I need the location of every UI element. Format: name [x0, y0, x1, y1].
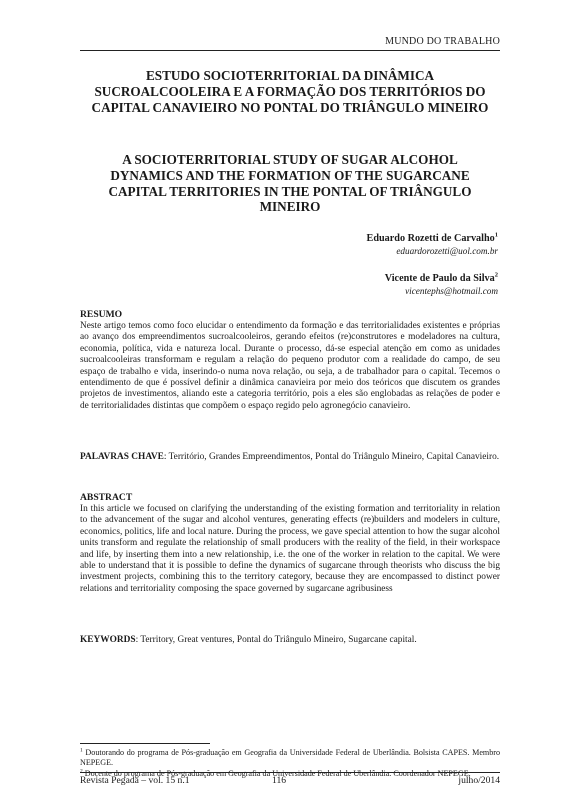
title-portuguese: ESTUDO SOCIOTERRITORIAL DA DINÂMICA SUCROALCOOLEIRA E A FORMAÇÃO DOS TERRITÓRIOS DO CAPITAL CANAVIEIRO NO PONTAL DO TRIÂNGULO MINEIRO	[91, 68, 489, 115]
author-block-2	[385, 273, 498, 297]
footnote-text: Docente do programa de Pós-graduação em Geografia da Universidade Federal de Uberlândia. Coordenador NEPEGE.	[82, 769, 471, 778]
resumo-text: Neste artigo temos como foco elucidar o entendimento da formação e das territorialidades existentes e próprias ao avanço dos empreendimentos sucroalcooleiros, gerando efeitos (re)construtores e modeladores na cultura, economia, política, vida e natureza local. Durante o processo, dá-se especial atenção em como as unidades sucroalcooleiras transformam e regulam a relação do pequeno produtor com a realidade do campo, de seu espaço de trabalho e vida, inserindo-o numa nova relação, ou seja, a de trabalhador para o capital. Tecemos o entendimento de que é possível definir a dinâmica canavieira por meio dos teóricos que discutem os grandes projetos de investimentos, aliando este a categoria território, pois a eles são englobadas as relações de poder e de territorialidades distintas que compõem o espaço regido pelo agronegócio canavieiro.	[80, 321, 500, 411]
abstract-keywords-text: : Territory, Great ventures, Pontal do Triângulo Mineiro, Sugarcane capital.	[135, 635, 417, 645]
footnote-mark: 1	[80, 747, 83, 754]
footnote-rule	[80, 743, 210, 744]
author-name-text: Vicente de Paulo da Silva	[384, 273, 495, 284]
footer-rule	[80, 772, 500, 773]
footnote-1	[80, 748, 500, 768]
abstract-keywords	[80, 635, 500, 646]
abstract-keywords-label: KEYWORDS	[80, 635, 136, 645]
author-email-1: eduardorozetti@uol.com.br	[396, 246, 498, 256]
abstract-section	[80, 492, 500, 595]
resumo-section	[80, 309, 500, 412]
author-name-1	[367, 233, 498, 245]
footnote-text: Doutorando do programa de Pós-graduação em Geografia da Universidade Federal de Uberlândia. Bolsista CAPES. Membro NEPEGE.	[80, 748, 500, 767]
footer-date: julho/2014	[458, 775, 500, 786]
abstract-text: In this article we focused on clarifying the understanding of the existing formation and territoriality in relation to the advancement of the sugar and alcohol ventures, generating effects (re)builders and modelers in culture, economics, politics, life and local nature. During the process, we gave special attention to how the sugar alcohol units transform and regulate the relationship of small producers with the reality of the field, in their workspace and life, by inserting them into a new relationship, i.e. the one of the worker in relation to the capital. We were able to understand that it is possible to define the dynamics of sugarcane through theorists who discuss the big investment projects, combining this to the territory category, because they are encompassed to distinct power relations and territoriality composing the space governed by sugarcane agribusiness	[80, 504, 500, 594]
header-rule	[80, 50, 500, 51]
resumo-keywords-label: PALAVRAS CHAVE	[80, 452, 164, 462]
author-name-2	[385, 273, 498, 285]
section-label: MUNDO DO TRABALHO	[385, 36, 500, 47]
footer-journal: Revista Pegada – vol. 15 n.1	[80, 775, 190, 786]
author-name-text: Eduardo Rozetti de Carvalho	[366, 233, 495, 244]
footnote-mark: 2	[80, 768, 83, 775]
author-block-1	[367, 233, 498, 257]
resumo-keywords	[80, 452, 500, 463]
author-email-2: vicentephs@hotmail.com	[405, 286, 498, 296]
title-english: A SOCIOTERRITORIAL STUDY OF SUGAR ALCOHOL DYNAMICS AND THE FORMATION OF THE SUGARCANE CAPITAL TERRITORIES IN THE PONTAL OF TRIÂNGULO MINEIRO	[108, 152, 472, 215]
footer-page-number: 116	[272, 775, 287, 786]
author-footnote-mark: 2	[494, 271, 498, 279]
resumo-heading: RESUMO	[80, 309, 123, 320]
author-footnote-mark: 1	[494, 231, 498, 239]
abstract-heading: ABSTRACT	[80, 492, 133, 503]
resumo-keywords-text: : Território, Grandes Empreendimentos, Pontal do Triângulo Mineiro, Capital Canavieiro.	[163, 452, 500, 462]
